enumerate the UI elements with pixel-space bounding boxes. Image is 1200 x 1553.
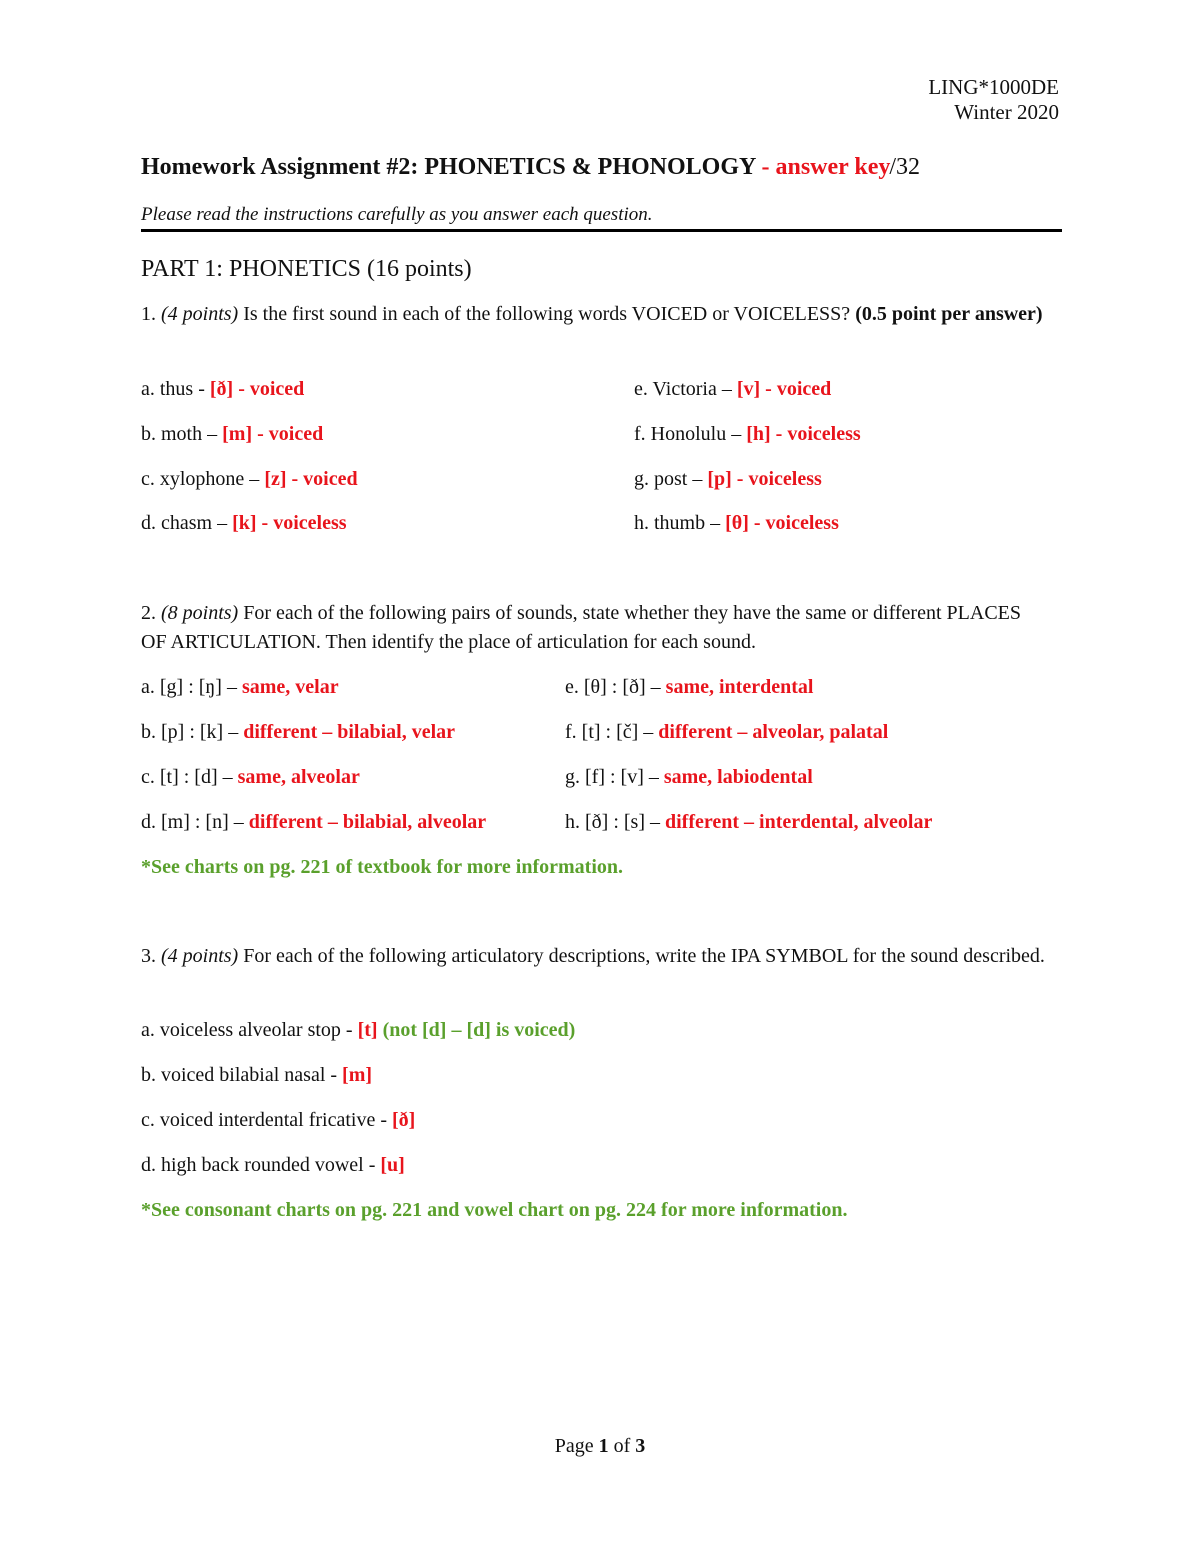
question-points: (8 points) [161, 602, 239, 624]
total-score: /32 [889, 154, 920, 180]
answer: [v] - voiced [736, 378, 832, 400]
list-item: g. post – [p] - voiceless [634, 468, 822, 490]
answer: [k] - voiceless [232, 512, 347, 534]
answer: same, velar [241, 676, 339, 698]
list-item: f. Honolulu – [h] - voiceless [634, 423, 861, 445]
reference-note: *See consonant charts on pg. 221 and vowel chart on pg. 224 for more information. [141, 1199, 848, 1221]
answer: different – bilabial, alveolar [248, 811, 487, 833]
answer: same, labiodental [663, 766, 813, 788]
answer: [m] [342, 1064, 373, 1086]
answer: [u] [380, 1154, 405, 1176]
list-item: a. voiceless alveolar stop - [t] (not [d] – [d] is voiced) [141, 1019, 576, 1041]
answer-key-label: answer key [775, 154, 891, 180]
list-item: c. xylophone – [z] - voiced [141, 468, 358, 490]
list-item: d. high back rounded vowel - [u] [141, 1154, 405, 1176]
list-item: c. [t] : [d] – same, alveolar [141, 766, 360, 788]
question-points: (4 points) [161, 945, 239, 967]
title-main: Homework Assignment #2: PHONETICS & PHONOLOGY [141, 154, 756, 180]
question-text: For each of the following pairs of sounds, state whether they have the same or different PLACES OF ARTICULATION. Then identify the place of articulation for each sound. [141, 602, 1021, 653]
list-item: e. Victoria – [v] - voiced [634, 378, 832, 400]
answer: same, alveolar [237, 766, 360, 788]
answer-note: (not [d] – [d] is voiced) [377, 1019, 576, 1041]
list-item: h. [ð] : [s] – different – interdental, alveolar [565, 811, 933, 833]
answer: different – bilabial, velar [243, 721, 456, 743]
list-item: g. [f] : [v] – same, labiodental [565, 766, 813, 788]
list-item: c. voiced interdental fricative - [ð] [141, 1109, 416, 1131]
answer: same, interdental [665, 676, 814, 698]
answer: different – alveolar, palatal [658, 721, 889, 743]
list-item: d. chasm – [k] - voiceless [141, 512, 347, 534]
answer: different – interdental, alveolar [664, 811, 933, 833]
question-text: For each of the following articulatory descriptions, write the IPA SYMBOL for the sound described. [238, 945, 1045, 967]
list-item: a. thus - [ð] - voiced [141, 378, 305, 400]
list-item: a. [g] : [ŋ] – same, velar [141, 676, 339, 698]
question-number: 1. [141, 303, 161, 325]
question-3 [141, 942, 1051, 971]
question-number: 3. [141, 945, 161, 967]
header-divider [141, 229, 1062, 232]
question-1 [141, 300, 1051, 329]
answer: [t] [357, 1019, 378, 1041]
question-2 [141, 599, 1051, 657]
page-footer: Page 1 of 3 [554, 1435, 646, 1457]
term: Winter 2020 [954, 100, 1059, 124]
answer: [z] - voiced [264, 468, 358, 490]
page-number: 1 [598, 1435, 609, 1457]
answer: [h] - voiceless [746, 423, 861, 445]
list-item: d. [m] : [n] – different – bilabial, alveolar [141, 811, 487, 833]
reference-note: *See charts on pg. 221 of textbook for more information. [141, 856, 623, 878]
question-note: (0.5 point per answer) [855, 303, 1043, 325]
page-total: 3 [635, 1435, 646, 1457]
title-dash: - [755, 154, 776, 180]
list-item: b. moth – [m] - voiced [141, 423, 324, 445]
list-item: b. voiced bilabial nasal - [m] [141, 1064, 373, 1086]
part-heading: PART 1: PHONETICS (16 points) [141, 256, 472, 282]
question-text: Is the first sound in each of the following words VOICED or VOICELESS? [238, 303, 856, 325]
list-item: h. thumb – [θ] - voiceless [634, 512, 839, 534]
list-item: b. [p] : [k] – different – bilabial, velar [141, 721, 456, 743]
course-code: LING*1000DE [928, 75, 1059, 99]
list-item: f. [t] : [č] – different – alveolar, palatal [565, 721, 889, 743]
instructions: Please read the instructions carefully as you answer each question. [141, 204, 653, 225]
question-points: (4 points) [161, 303, 239, 325]
list-item: e. [θ] : [ð] – same, interdental [565, 676, 814, 698]
answer: [ð] [392, 1109, 416, 1131]
question-number: 2. [141, 602, 161, 624]
assignment-title [141, 152, 1061, 182]
answer: [m] - voiced [222, 423, 324, 445]
answer: [p] - voiceless [707, 468, 822, 490]
answer: [θ] - voiceless [725, 512, 839, 534]
answer: [ð] - voiced [209, 378, 305, 400]
